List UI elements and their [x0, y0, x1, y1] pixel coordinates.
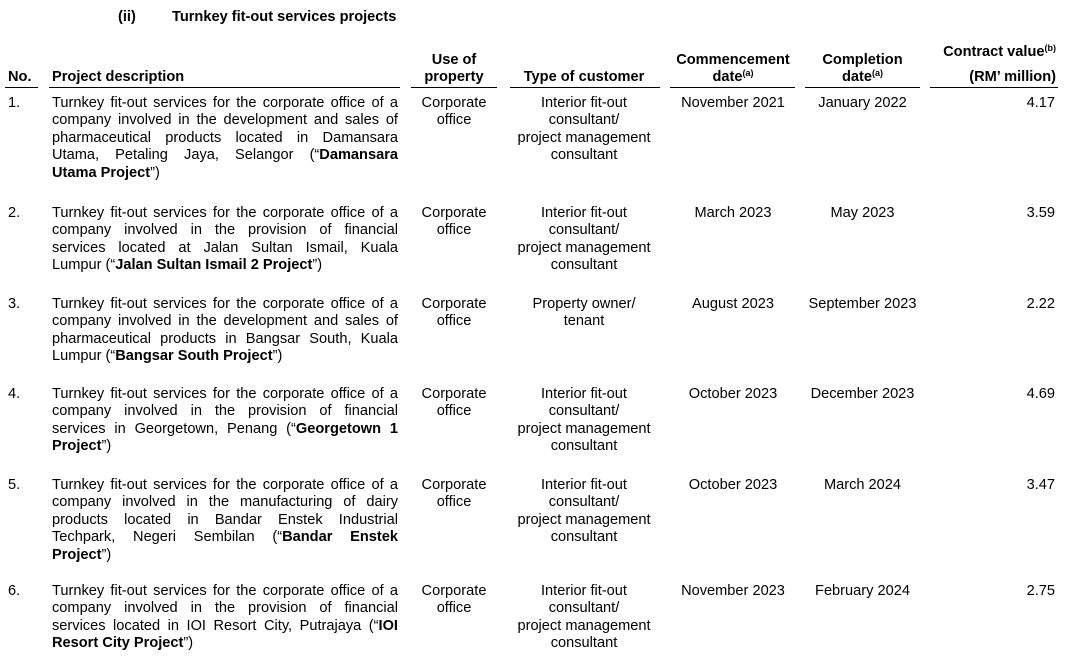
- header-commencement-word: date: [712, 69, 743, 85]
- header-rule: [930, 87, 1058, 88]
- description-end: ”): [101, 546, 112, 563]
- customer-line: project management: [517, 420, 651, 437]
- customer-line: consultant/: [548, 600, 620, 617]
- type-of-customer: [506, 477, 662, 547]
- header-rule: [411, 87, 497, 88]
- header-value-word: Contract value: [943, 44, 1045, 60]
- use-line: Corporate: [421, 386, 487, 402]
- customer-line: project management: [517, 511, 651, 528]
- use-of-property: [408, 205, 500, 240]
- customer-line: consultant: [550, 257, 618, 274]
- use-line: office: [436, 313, 472, 330]
- header-value-unit: (RM’ million): [969, 69, 1056, 85]
- description-text: Turnkey fit-out services for the corporate office of a company involved in the provision of financial services located at Jalan Sultan Ismail, Kuala Lumpur (“: [52, 205, 398, 274]
- section-number: (ii): [118, 9, 136, 25]
- header-rule: [805, 87, 920, 88]
- use-line: office: [436, 112, 472, 129]
- header-commencement-date: [668, 52, 798, 87]
- contract-value: 3.59: [1026, 205, 1055, 221]
- description-text: Turnkey fit-out services for the corporate office of a company involved in the development and sales of pharmaceutical products in Bangsar South, Kuala Lumpur (“: [52, 296, 398, 365]
- header-use-line2: property: [424, 69, 484, 85]
- contract-value: 2.75: [1026, 583, 1055, 599]
- footnote-marker-a: (a): [872, 68, 883, 78]
- header-completion-line2: [805, 69, 920, 87]
- header-description: Project description: [52, 69, 185, 85]
- commencement-date: November 2021: [681, 95, 785, 111]
- customer-line: Interior fit-out: [541, 477, 627, 493]
- use-line: Corporate: [421, 583, 487, 599]
- description-end: ”): [272, 348, 283, 365]
- description-text: Turnkey fit-out services for the corporate office of a company involved in the development and sales of pharmaceutical products located in Damansara Utama, Petaling Jaya, Selangor (“: [52, 95, 398, 164]
- use-line: Corporate: [421, 477, 487, 493]
- project-description: [52, 583, 398, 653]
- use-line: office: [436, 222, 472, 239]
- description-text: Turnkey fit-out services for the corporate office of a company involved in the provision of financial services located in IOI Resort City, Putrajaya (“: [52, 583, 398, 634]
- completion-date: January 2022: [818, 95, 907, 111]
- contract-value: 4.17: [1026, 95, 1055, 111]
- customer-line: Interior fit-out: [541, 205, 627, 221]
- project-name: Jalan Sultan Ismail 2 Project: [115, 257, 313, 274]
- project-description: [52, 386, 398, 456]
- commencement-date: October 2023: [688, 386, 778, 402]
- customer-line: consultant/: [548, 494, 620, 511]
- header-completion-date: [805, 52, 920, 87]
- use-of-property: [408, 386, 500, 421]
- project-name: Damansara Utama Project: [52, 147, 398, 181]
- completion-date: May 2023: [830, 205, 895, 221]
- header-commencement-line1: Commencement: [676, 52, 790, 68]
- header-type-of-customer: Type of customer: [523, 69, 645, 85]
- commencement-date: November 2023: [681, 583, 785, 599]
- section-title: Turnkey fit-out services projects: [172, 9, 397, 25]
- completion-date: March 2024: [823, 477, 902, 493]
- commencement-date: October 2023: [688, 477, 778, 493]
- header-rule: [5, 87, 38, 88]
- customer-line: consultant/: [548, 112, 620, 129]
- use-of-property: [408, 477, 500, 512]
- customer-line: tenant: [563, 313, 605, 330]
- description-text: Turnkey fit-out services for the corporate office of a company involved in the manufacturing of dairy products located in Bandar Enstek Industrial Techpark, Negeri Sembilan (“: [52, 477, 398, 546]
- row-number: 1.: [8, 95, 21, 111]
- use-line: office: [436, 600, 472, 617]
- header-rule: [49, 87, 400, 88]
- header-rule: [670, 87, 795, 88]
- project-description: [52, 477, 398, 564]
- project-name: Bandar Enstek Project: [52, 529, 398, 563]
- contract-value: 3.47: [1026, 477, 1055, 493]
- use-line: office: [436, 494, 472, 511]
- footnote-marker-a: (a): [742, 68, 754, 78]
- header-value-line1: [930, 44, 1056, 62]
- project-name: IOI Resort City Project: [52, 617, 398, 652]
- header-rule: [510, 87, 660, 88]
- customer-line: Interior fit-out: [541, 583, 627, 599]
- description-end: ”): [150, 164, 160, 181]
- project-description: [52, 205, 398, 275]
- type-of-customer: [506, 386, 662, 456]
- description-text: Turnkey fit-out services for the corporate office of a company involved in the provision of financial services in Georgetown, Penang (“: [52, 386, 398, 437]
- project-description: [52, 95, 398, 182]
- project-name: Georgetown 1 Project: [52, 420, 398, 455]
- header-completion-line1: Completion: [822, 52, 903, 68]
- customer-line: Interior fit-out: [541, 386, 627, 402]
- header-completion-word: date: [841, 69, 872, 85]
- row-number: 2.: [8, 205, 21, 221]
- type-of-customer: [506, 95, 662, 165]
- completion-date: February 2024: [815, 583, 910, 599]
- customer-line: project management: [517, 617, 651, 634]
- contract-value: 4.69: [1026, 386, 1055, 402]
- customer-line: consultant/: [548, 403, 620, 420]
- header-use-of-property: [408, 52, 500, 86]
- use-of-property: [408, 583, 500, 618]
- header-commencement-line2: [668, 69, 798, 87]
- description-end: ”): [183, 635, 194, 652]
- use-line: Corporate: [421, 95, 487, 111]
- project-description: [52, 296, 398, 366]
- description-end: ”): [312, 257, 323, 274]
- customer-line: Property owner/: [532, 296, 636, 312]
- customer-line: consultant: [550, 635, 618, 652]
- row-number: 6.: [8, 583, 21, 599]
- completion-date: September 2023: [808, 296, 917, 312]
- use-of-property: [408, 296, 500, 331]
- use-line: Corporate: [421, 296, 487, 312]
- header-contract-value: [930, 44, 1056, 62]
- row-number: 3.: [8, 296, 21, 312]
- completion-date: December 2023: [810, 386, 915, 402]
- customer-line: Interior fit-out: [541, 95, 627, 111]
- commencement-date: March 2023: [694, 205, 772, 221]
- type-of-customer: [506, 205, 662, 275]
- contract-value: 2.22: [1026, 296, 1055, 312]
- customer-line: project management: [517, 239, 651, 256]
- commencement-date: August 2023: [692, 296, 774, 312]
- row-number: 4.: [8, 386, 21, 402]
- footnote-marker-b: (b): [1044, 43, 1056, 53]
- customer-line: project management: [517, 129, 651, 146]
- header-use-line1: Use of: [431, 52, 477, 68]
- customer-line: consultant/: [548, 222, 620, 239]
- customer-line: consultant: [550, 147, 618, 164]
- row-number: 5.: [8, 477, 21, 493]
- use-line: Corporate: [421, 205, 487, 221]
- type-of-customer: [506, 583, 662, 653]
- description-end: ”): [101, 438, 112, 455]
- use-line: office: [436, 403, 472, 420]
- type-of-customer: [506, 296, 662, 331]
- customer-line: consultant: [550, 529, 618, 546]
- customer-line: consultant: [550, 438, 618, 455]
- project-name: Bangsar South Project: [115, 348, 273, 365]
- use-of-property: [408, 95, 500, 130]
- header-no: No.: [8, 69, 32, 85]
